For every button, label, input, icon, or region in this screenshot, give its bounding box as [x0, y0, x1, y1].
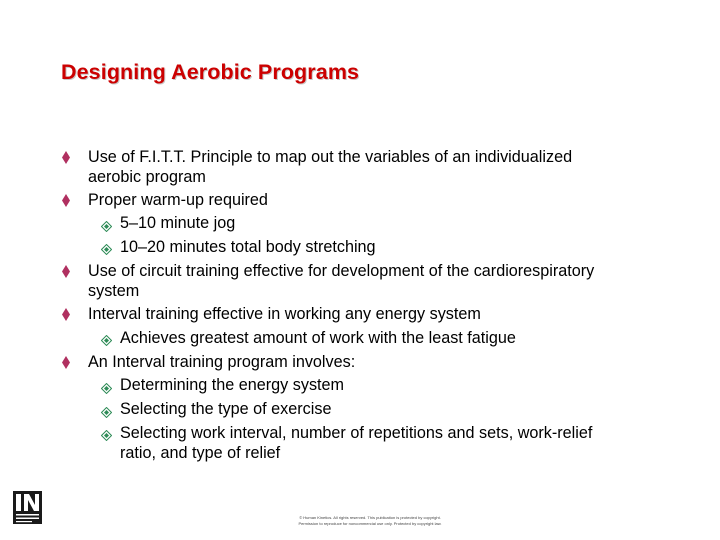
publisher-logo-icon: [13, 491, 42, 524]
diamond-bullet-icon: [61, 262, 71, 281]
slide-title: Designing Aerobic Programs: [61, 60, 360, 84]
sub-bullet-jog: 5–10 minute jog: [120, 214, 236, 232]
sub-bullet-stretching: 10–20 minutes total body stretching: [120, 238, 376, 256]
diamond-outline-bullet-icon: [101, 428, 112, 439]
copyright-notice: [160, 515, 580, 527]
diamond-outline-bullet-icon: [101, 381, 112, 392]
bullet-warmup: Proper warm-up required: [88, 191, 268, 209]
copyright-line-1: © Human Kinetics. All rights reserved. This publication is protected by copyright.: [299, 515, 441, 520]
sub-bullet-work-interval-line1: Selecting work interval, number of repetitions and sets, work-relief: [120, 424, 593, 442]
diamond-outline-bullet-icon: [101, 242, 112, 253]
sub-bullet-work-interval-line2: ratio, and type of relief: [120, 444, 281, 462]
sub-bullet-energy-system: Determining the energy system: [120, 376, 345, 394]
bullet-fitt-line2: aerobic program: [88, 168, 206, 186]
copyright-line-2: Permission to reproduce for noncommercial use only. Protected by copyright law.: [298, 521, 442, 526]
diamond-bullet-icon: [61, 305, 71, 324]
bullet-interval-program: An Interval training program involves:: [88, 353, 356, 371]
diamond-bullet-icon: [61, 191, 71, 210]
bullet-fitt-line1: Use of F.I.T.T. Principle to map out the variables of an individualized: [88, 148, 573, 166]
diamond-outline-bullet-icon: [101, 405, 112, 416]
diamond-outline-bullet-icon: [101, 333, 112, 344]
diamond-outline-bullet-icon: [101, 219, 112, 230]
bullet-circuit-line1: Use of circuit training effective for development of the cardiorespiratory: [88, 262, 595, 280]
diamond-bullet-icon: [61, 148, 71, 167]
sub-bullet-exercise-type: Selecting the type of exercise: [120, 400, 332, 418]
bullet-interval: Interval training effective in working any energy system: [88, 305, 481, 323]
bullet-circuit-line2: system: [88, 282, 140, 300]
diamond-bullet-icon: [61, 353, 71, 372]
sub-bullet-greatest-work: Achieves greatest amount of work with the least fatigue: [120, 329, 516, 347]
